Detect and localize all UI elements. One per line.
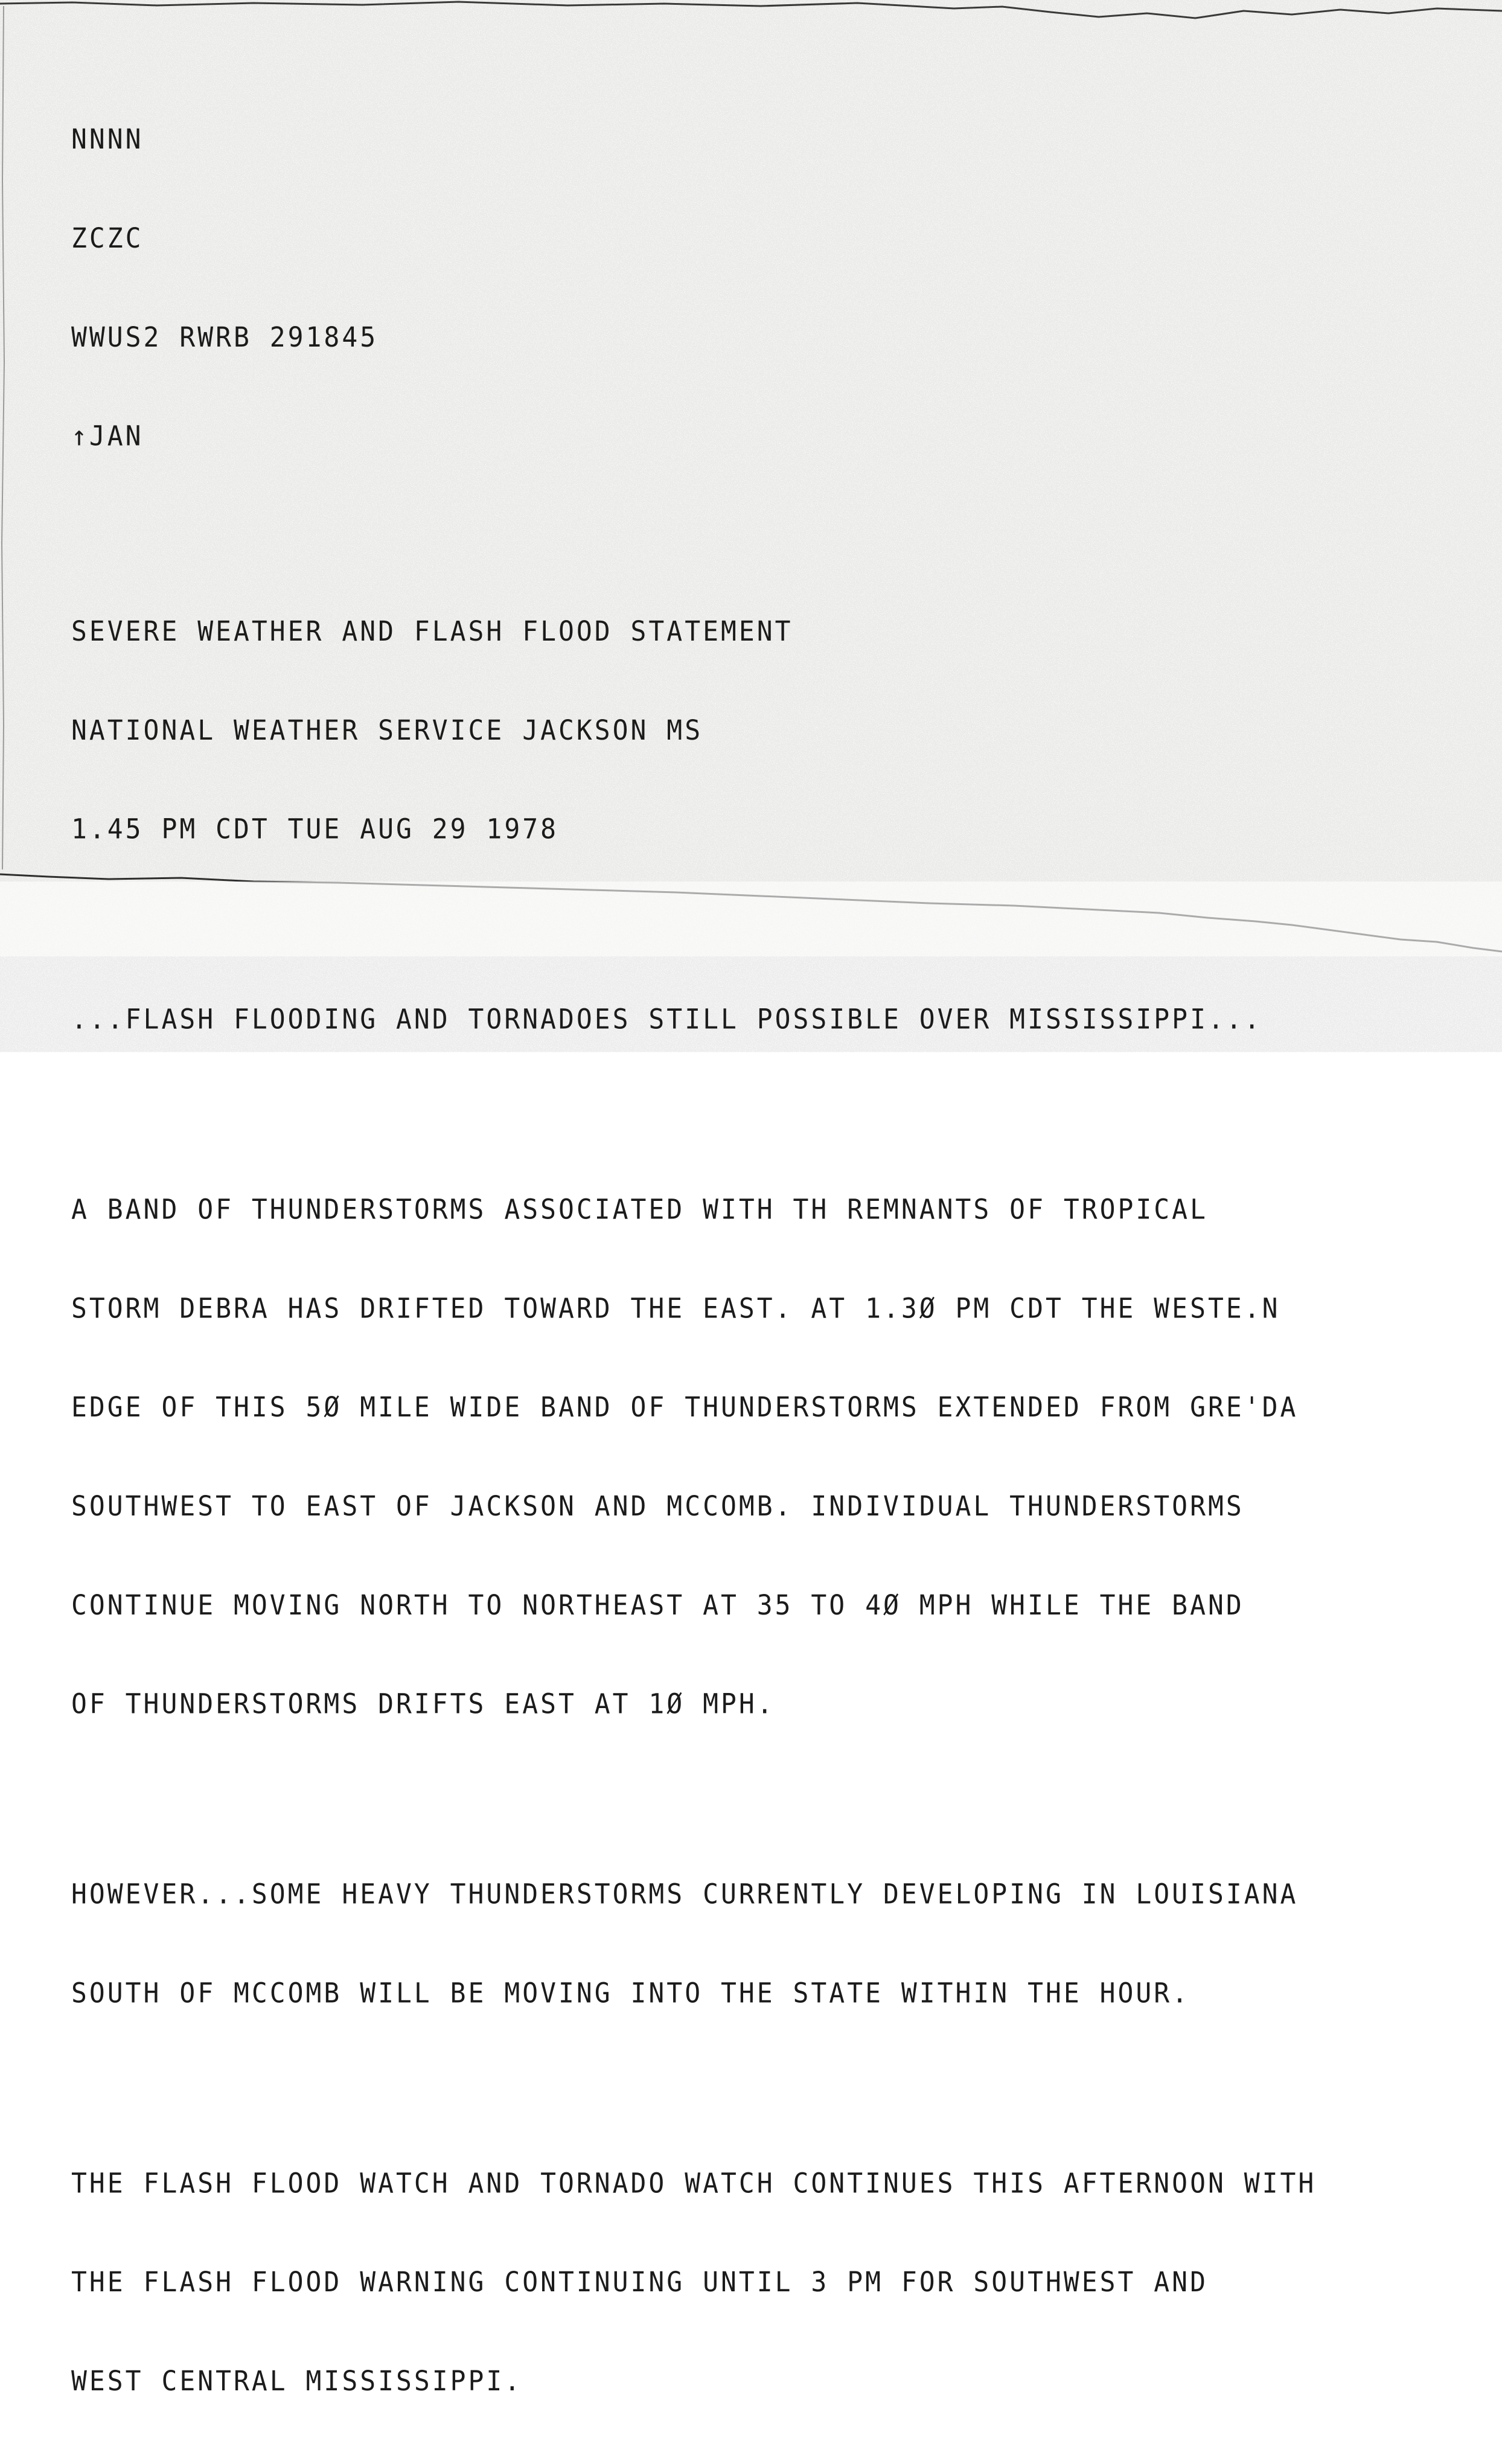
paragraph1-line: STORM DEBRA HAS DRIFTED TOWARD THE EAST. AT 1.3Ø PM CDT THE WESTE.N — [71, 1293, 1280, 1325]
paragraph1-line: SOUTHWEST TO EAST OF JACKSON AND MCCOMB. INDIVIDUAL THUNDERSTORMS — [71, 1491, 1244, 1523]
header-line: WWUS2 RWRB 291845 — [71, 321, 379, 354]
paragraph1-line: A BAND OF THUNDERSTORMS ASSOCIATED WITH TH REMNANTS OF TROPICAL — [71, 1194, 1208, 1226]
headline: ...FLASH FLOODING AND TORNADOES STILL POSSIBLE OVER MISSISSIPPI... — [71, 1003, 1262, 1036]
paragraph1-line: CONTINUE MOVING NORTH TO NORTHEAST AT 35 TO 4Ø MPH WHILE THE BAND — [71, 1589, 1244, 1622]
statement-title: SEVERE WEATHER AND FLASH FLOOD STATEMENT — [71, 616, 793, 648]
paragraph3-line: WEST CENTRAL MISSISSIPPI. — [71, 2366, 523, 2398]
issuing-office: NATIONAL WEATHER SERVICE JACKSON MS — [71, 714, 703, 747]
paragraph3-line: THE FLASH FLOOD WARNING CONTINUING UNTIL 3 PM FOR SOUTHWEST AND — [71, 2267, 1208, 2299]
paragraph1-line: OF THUNDERSTORMS DRIFTS EAST AT 1Ø MPH. — [71, 1688, 775, 1721]
paragraph2-line: HOWEVER...SOME HEAVY THUNDERSTORMS CURRENTLY DEVELOPING IN LOUISIANA — [71, 1878, 1299, 1911]
paragraph2-line: SOUTH OF MCCOMB WILL BE MOVING INTO THE STATE WITHIN THE HOUR. — [71, 1977, 1190, 2009]
paragraph3-line: THE FLASH FLOOD WATCH AND TORNADO WATCH CONTINUES THIS AFTERNOON WITH — [71, 2168, 1317, 2200]
weather-statement-text — [71, 57, 1448, 2464]
paragraph1-line: EDGE OF THIS 5Ø MILE WIDE BAND OF THUNDERSTORMS EXTENDED FROM GRE'DA — [71, 1392, 1299, 1424]
header-line: ZCZC — [71, 223, 144, 255]
issue-time: 1.45 PM CDT TUE AUG 29 1978 — [71, 813, 558, 846]
header-line: ↑JAN — [71, 420, 144, 453]
header-line: NNNN — [71, 124, 144, 156]
